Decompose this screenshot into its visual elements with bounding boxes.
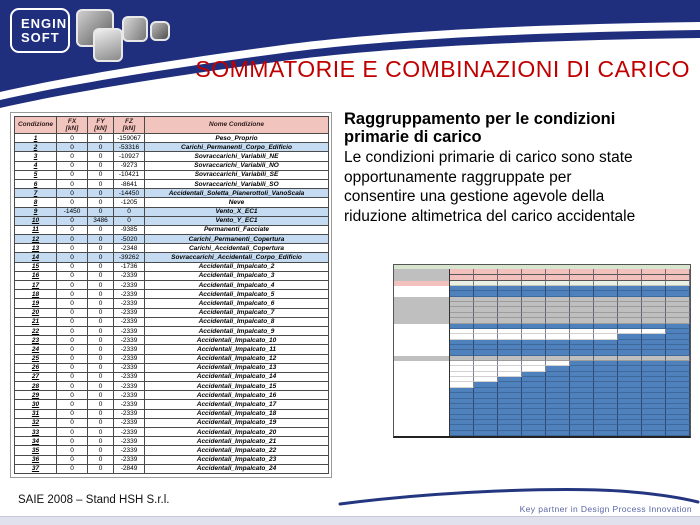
column-header: FZ [kN] xyxy=(114,117,145,134)
mini-sheet-row xyxy=(394,431,690,436)
cell-fx: 0 xyxy=(57,354,88,363)
cell-fy: 0 xyxy=(88,418,114,427)
cell-fz: -2339 xyxy=(114,382,145,391)
cell-fy: 0 xyxy=(88,345,114,354)
table-row xyxy=(15,198,329,207)
cell-fz: -2339 xyxy=(114,400,145,409)
cell-nome: Carichi_Permanenti_Copertura xyxy=(145,235,329,244)
table-row xyxy=(15,336,329,345)
cell-nome: Accidentali_Impalcato_10 xyxy=(145,336,329,345)
cell-condizione: 19 xyxy=(15,299,57,308)
cell-nome: Sovraccarichi_Variabili_NO xyxy=(145,161,329,170)
cell-fx: 0 xyxy=(57,235,88,244)
cell-fx: 0 xyxy=(57,409,88,418)
cell-fz: 0 xyxy=(114,216,145,225)
cell-fx: -1450 xyxy=(57,207,88,216)
cell-nome: Accidentali_Impalcato_5 xyxy=(145,290,329,299)
cell-fy: 0 xyxy=(88,207,114,216)
cell-nome: Accidentali_Impalcato_7 xyxy=(145,308,329,317)
cell-fx: 0 xyxy=(57,308,88,317)
column-header: FY [kN] xyxy=(88,117,114,134)
cell-nome: Accidentali_Impalcato_24 xyxy=(145,464,329,473)
table-row xyxy=(15,281,329,290)
cell-fy: 0 xyxy=(88,170,114,179)
cell-condizione: 11 xyxy=(15,225,57,234)
column-header: FX [kN] xyxy=(57,117,88,134)
cell-fz: -9273 xyxy=(114,161,145,170)
cell-nome: Vento_Y_EC1 xyxy=(145,216,329,225)
cell-fx: 0 xyxy=(57,391,88,400)
table-row xyxy=(15,161,329,170)
cell-condizione: 28 xyxy=(15,382,57,391)
cell-condizione: 13 xyxy=(15,244,57,253)
cell-fy: 0 xyxy=(88,189,114,198)
cell-fy: 0 xyxy=(88,161,114,170)
cell-fz: -2339 xyxy=(114,336,145,345)
cell-nome: Sovraccarichi_Variabili_NE xyxy=(145,152,329,161)
cell-fx: 0 xyxy=(57,225,88,234)
cell-nome: Accidentali_Impalcato_15 xyxy=(145,382,329,391)
table-row xyxy=(15,428,329,437)
cell-nome: Accidentali_Impalcato_21 xyxy=(145,437,329,446)
table-row xyxy=(15,372,329,381)
mini-sheet-cell xyxy=(498,431,522,436)
cell-fy: 0 xyxy=(88,179,114,188)
cell-fz: -2339 xyxy=(114,290,145,299)
cell-fx: 0 xyxy=(57,455,88,464)
paragraph-line: opportunamente raggruppate per xyxy=(344,168,572,186)
table-row xyxy=(15,262,329,271)
cell-condizione: 30 xyxy=(15,400,57,409)
cell-fz: -9385 xyxy=(114,225,145,234)
table-row xyxy=(15,326,329,335)
spreadsheet-thumbnail xyxy=(393,264,691,438)
table-row xyxy=(15,437,329,446)
table-row xyxy=(15,143,329,152)
heading-line: Raggruppamento per le condizioni xyxy=(344,110,616,128)
cell-fz: -10927 xyxy=(114,152,145,161)
cell-fy: 0 xyxy=(88,134,114,143)
cell-fx: 0 xyxy=(57,281,88,290)
cell-fy: 0 xyxy=(88,391,114,400)
photo-thumbnail-2 xyxy=(93,28,123,62)
cell-fx: 0 xyxy=(57,253,88,262)
cell-fy: 0 xyxy=(88,281,114,290)
cell-fx: 0 xyxy=(57,161,88,170)
table-row xyxy=(15,409,329,418)
load-table-body xyxy=(15,134,329,474)
enginsoft-logo xyxy=(10,8,70,53)
table-row xyxy=(15,290,329,299)
table-row xyxy=(15,354,329,363)
cell-fy: 0 xyxy=(88,152,114,161)
cell-condizione: 9 xyxy=(15,207,57,216)
cell-fy: 0 xyxy=(88,455,114,464)
cell-fx: 0 xyxy=(57,464,88,473)
footer-tagline: Key partner in Design Process Innovation xyxy=(519,504,692,514)
cell-fz: -2339 xyxy=(114,299,145,308)
photo-thumbnail-3 xyxy=(122,16,148,42)
cell-condizione: 1 xyxy=(15,134,57,143)
cell-fy: 0 xyxy=(88,409,114,418)
cell-nome: Permanenti_Facciate xyxy=(145,225,329,234)
cell-fx: 0 xyxy=(57,244,88,253)
mini-sheet-cell xyxy=(450,431,474,436)
table-row xyxy=(15,244,329,253)
cell-condizione: 2 xyxy=(15,143,57,152)
cell-fz: -5020 xyxy=(114,235,145,244)
cell-fz: -2339 xyxy=(114,308,145,317)
load-conditions-panel xyxy=(10,112,332,478)
table-row xyxy=(15,225,329,234)
cell-fy: 0 xyxy=(88,372,114,381)
column-header: Nome Condizione xyxy=(145,117,329,134)
cell-fz: -1205 xyxy=(114,198,145,207)
cell-nome: Accidentali_Impalcato_22 xyxy=(145,446,329,455)
cell-fy: 0 xyxy=(88,363,114,372)
cell-condizione: 27 xyxy=(15,372,57,381)
cell-nome: Accidentali_Soletta_Pianerottoli_VanoScala xyxy=(145,189,329,198)
cell-fx: 0 xyxy=(57,179,88,188)
cell-fy: 0 xyxy=(88,437,114,446)
cell-condizione: 12 xyxy=(15,235,57,244)
cell-fx: 0 xyxy=(57,446,88,455)
table-row xyxy=(15,418,329,427)
cell-nome: Accidentali_Impalcato_3 xyxy=(145,271,329,280)
column-header: Condizione xyxy=(15,117,57,134)
cell-nome: Sovraccarichi_Variabili_SO xyxy=(145,179,329,188)
cell-fz: -2339 xyxy=(114,391,145,400)
cell-nome: Accidentali_Impalcato_13 xyxy=(145,363,329,372)
cell-fy: 0 xyxy=(88,446,114,455)
table-row xyxy=(15,207,329,216)
cell-condizione: 31 xyxy=(15,409,57,418)
cell-fx: 0 xyxy=(57,317,88,326)
cell-nome: Accidentali_Impalcato_8 xyxy=(145,317,329,326)
load-conditions-table xyxy=(14,116,329,474)
table-row xyxy=(15,152,329,161)
cell-condizione: 25 xyxy=(15,354,57,363)
cell-condizione: 33 xyxy=(15,428,57,437)
cell-nome: Accidentali_Impalcato_19 xyxy=(145,418,329,427)
cell-fy: 0 xyxy=(88,317,114,326)
cell-fz: -2339 xyxy=(114,363,145,372)
footer-event-label: SAIE 2008 – Stand HSH S.r.l. xyxy=(18,494,170,506)
cell-fy: 0 xyxy=(88,235,114,244)
cell-condizione: 10 xyxy=(15,216,57,225)
table-row xyxy=(15,363,329,372)
cell-fx: 0 xyxy=(57,299,88,308)
cell-fz: -2339 xyxy=(114,281,145,290)
cell-fx: 0 xyxy=(57,437,88,446)
cell-nome: Peso_Proprio xyxy=(145,134,329,143)
cell-fz: -14450 xyxy=(114,189,145,198)
cell-condizione: 7 xyxy=(15,189,57,198)
cell-fx: 0 xyxy=(57,189,88,198)
cell-fx: 0 xyxy=(57,345,88,354)
cell-fy: 0 xyxy=(88,308,114,317)
cell-nome: Accidentali_Impalcato_2 xyxy=(145,262,329,271)
cell-fz: -2339 xyxy=(114,409,145,418)
cell-condizione: 35 xyxy=(15,446,57,455)
bottom-band xyxy=(0,516,700,525)
cell-fx: 0 xyxy=(57,428,88,437)
cell-condizione: 3 xyxy=(15,152,57,161)
cell-fz: -53316 xyxy=(114,143,145,152)
cell-fx: 0 xyxy=(57,326,88,335)
cell-fx: 0 xyxy=(57,271,88,280)
cell-fy: 0 xyxy=(88,428,114,437)
cell-fy: 0 xyxy=(88,326,114,335)
cell-condizione: 34 xyxy=(15,437,57,446)
cell-fz: -2339 xyxy=(114,317,145,326)
table-row xyxy=(15,308,329,317)
cell-nome: Accidentali_Impalcato_23 xyxy=(145,455,329,464)
cell-fy: 0 xyxy=(88,198,114,207)
cell-fx: 0 xyxy=(57,170,88,179)
cell-nome: Vento_X_EC1 xyxy=(145,207,329,216)
cell-fy: 0 xyxy=(88,290,114,299)
cell-nome: Sovraccarichi_Accidentali_Corpo_Edificio xyxy=(145,253,329,262)
cell-fy: 0 xyxy=(88,143,114,152)
cell-condizione: 37 xyxy=(15,464,57,473)
cell-nome: Accidentali_Impalcato_18 xyxy=(145,409,329,418)
mini-sheet-cell xyxy=(522,431,546,436)
cell-condizione: 29 xyxy=(15,391,57,400)
cell-fy: 0 xyxy=(88,271,114,280)
cell-condizione: 14 xyxy=(15,253,57,262)
mini-sheet-cell xyxy=(546,431,570,436)
cell-fz: -2339 xyxy=(114,271,145,280)
mini-sheet-cell xyxy=(618,431,642,436)
heading-line: primarie di carico xyxy=(344,128,482,146)
cell-fz: -2339 xyxy=(114,345,145,354)
cell-condizione: 24 xyxy=(15,345,57,354)
table-row xyxy=(15,253,329,262)
cell-fz: -2339 xyxy=(114,437,145,446)
load-table-header-row xyxy=(15,117,329,134)
cell-fx: 0 xyxy=(57,418,88,427)
cell-nome: Neve xyxy=(145,198,329,207)
table-row xyxy=(15,455,329,464)
cell-fz: -2849 xyxy=(114,464,145,473)
cell-condizione: 26 xyxy=(15,363,57,372)
cell-fy: 0 xyxy=(88,400,114,409)
cell-condizione: 21 xyxy=(15,317,57,326)
paragraph-line: Le condizioni primarie di carico sono state xyxy=(344,149,633,166)
logo-line2: SOFT xyxy=(21,30,60,45)
cell-condizione: 36 xyxy=(15,455,57,464)
cell-fx: 0 xyxy=(57,134,88,143)
cell-nome: Accidentali_Impalcato_20 xyxy=(145,428,329,437)
table-row xyxy=(15,179,329,188)
cell-nome: Carichi_Accidentali_Copertura xyxy=(145,244,329,253)
table-row xyxy=(15,299,329,308)
cell-fz: -2339 xyxy=(114,428,145,437)
cell-fz: -8641 xyxy=(114,179,145,188)
cell-condizione: 17 xyxy=(15,281,57,290)
cell-condizione: 18 xyxy=(15,290,57,299)
cell-fz: -39262 xyxy=(114,253,145,262)
cell-fx: 0 xyxy=(57,262,88,271)
cell-nome: Accidentali_Impalcato_12 xyxy=(145,354,329,363)
paragraph-line: consentire una gestione agevole della xyxy=(344,188,605,205)
cell-fy: 0 xyxy=(88,244,114,253)
table-row xyxy=(15,189,329,198)
cell-fx: 0 xyxy=(57,198,88,207)
cell-condizione: 15 xyxy=(15,262,57,271)
table-row xyxy=(15,271,329,280)
cell-fx: 0 xyxy=(57,143,88,152)
cell-condizione: 5 xyxy=(15,170,57,179)
cell-condizione: 32 xyxy=(15,418,57,427)
section-paragraph xyxy=(344,148,696,226)
cell-condizione: 16 xyxy=(15,271,57,280)
cell-nome: Accidentali_Impalcato_4 xyxy=(145,281,329,290)
cell-fz: -10421 xyxy=(114,170,145,179)
cell-fx: 0 xyxy=(57,152,88,161)
cell-nome: Accidentali_Impalcato_17 xyxy=(145,400,329,409)
table-row xyxy=(15,134,329,143)
table-row xyxy=(15,464,329,473)
cell-fy: 0 xyxy=(88,464,114,473)
cell-condizione: 4 xyxy=(15,161,57,170)
cell-fx: 0 xyxy=(57,216,88,225)
mini-sheet-cell xyxy=(642,431,666,436)
cell-condizione: 23 xyxy=(15,336,57,345)
cell-fx: 0 xyxy=(57,372,88,381)
table-row xyxy=(15,400,329,409)
cell-fx: 0 xyxy=(57,400,88,409)
cell-fz: -2348 xyxy=(114,244,145,253)
table-row xyxy=(15,446,329,455)
cell-nome: Accidentali_Impalcato_16 xyxy=(145,391,329,400)
table-row xyxy=(15,235,329,244)
cell-nome: Accidentali_Impalcato_14 xyxy=(145,372,329,381)
cell-fz: -159067 xyxy=(114,134,145,143)
mini-sheet-cell xyxy=(594,431,618,436)
cell-fx: 0 xyxy=(57,336,88,345)
slide-title: SOMMATORIE E COMBINAZIONI DI CARICO xyxy=(195,56,690,82)
cell-fz: -2339 xyxy=(114,354,145,363)
cell-fx: 0 xyxy=(57,290,88,299)
cell-fy: 0 xyxy=(88,225,114,234)
cell-condizione: 20 xyxy=(15,308,57,317)
table-row xyxy=(15,317,329,326)
cell-fy: 0 xyxy=(88,262,114,271)
cell-fy: 0 xyxy=(88,382,114,391)
cell-fy: 3486 xyxy=(88,216,114,225)
cell-fz: 0 xyxy=(114,207,145,216)
cell-fz: -2339 xyxy=(114,446,145,455)
cell-fz: -1736 xyxy=(114,262,145,271)
cell-condizione: 6 xyxy=(15,179,57,188)
table-row xyxy=(15,216,329,225)
cell-fy: 0 xyxy=(88,253,114,262)
cell-fy: 0 xyxy=(88,336,114,345)
cell-nome: Accidentali_Impalcato_9 xyxy=(145,326,329,335)
right-panel xyxy=(344,110,696,226)
paragraph-line: riduzione altimetrica del carico accidentale xyxy=(344,207,636,225)
mini-sheet-label-cell xyxy=(394,431,450,436)
cell-fz: -2339 xyxy=(114,326,145,335)
cell-fy: 0 xyxy=(88,299,114,308)
cell-condizione: 22 xyxy=(15,326,57,335)
cell-fy: 0 xyxy=(88,354,114,363)
cell-nome: Sovraccarichi_Variabili_SE xyxy=(145,170,329,179)
mini-sheet-cell xyxy=(570,431,594,436)
section-heading xyxy=(344,110,696,146)
cell-fz: -2339 xyxy=(114,455,145,464)
mini-sheet-cell xyxy=(474,431,498,436)
cell-fz: -2339 xyxy=(114,372,145,381)
table-row xyxy=(15,382,329,391)
cell-fx: 0 xyxy=(57,382,88,391)
table-row xyxy=(15,170,329,179)
cell-fz: -2339 xyxy=(114,418,145,427)
cell-nome: Accidentali_Impalcato_11 xyxy=(145,345,329,354)
table-row xyxy=(15,391,329,400)
cell-fx: 0 xyxy=(57,363,88,372)
logo-line1: ENGIN xyxy=(21,16,68,31)
photo-thumbnail-4 xyxy=(150,21,170,41)
cell-condizione: 8 xyxy=(15,198,57,207)
cell-nome: Accidentali_Impalcato_6 xyxy=(145,299,329,308)
cell-nome: Carichi_Permanenti_Corpo_Edificio xyxy=(145,143,329,152)
table-row xyxy=(15,345,329,354)
mini-sheet-cell xyxy=(666,431,690,436)
